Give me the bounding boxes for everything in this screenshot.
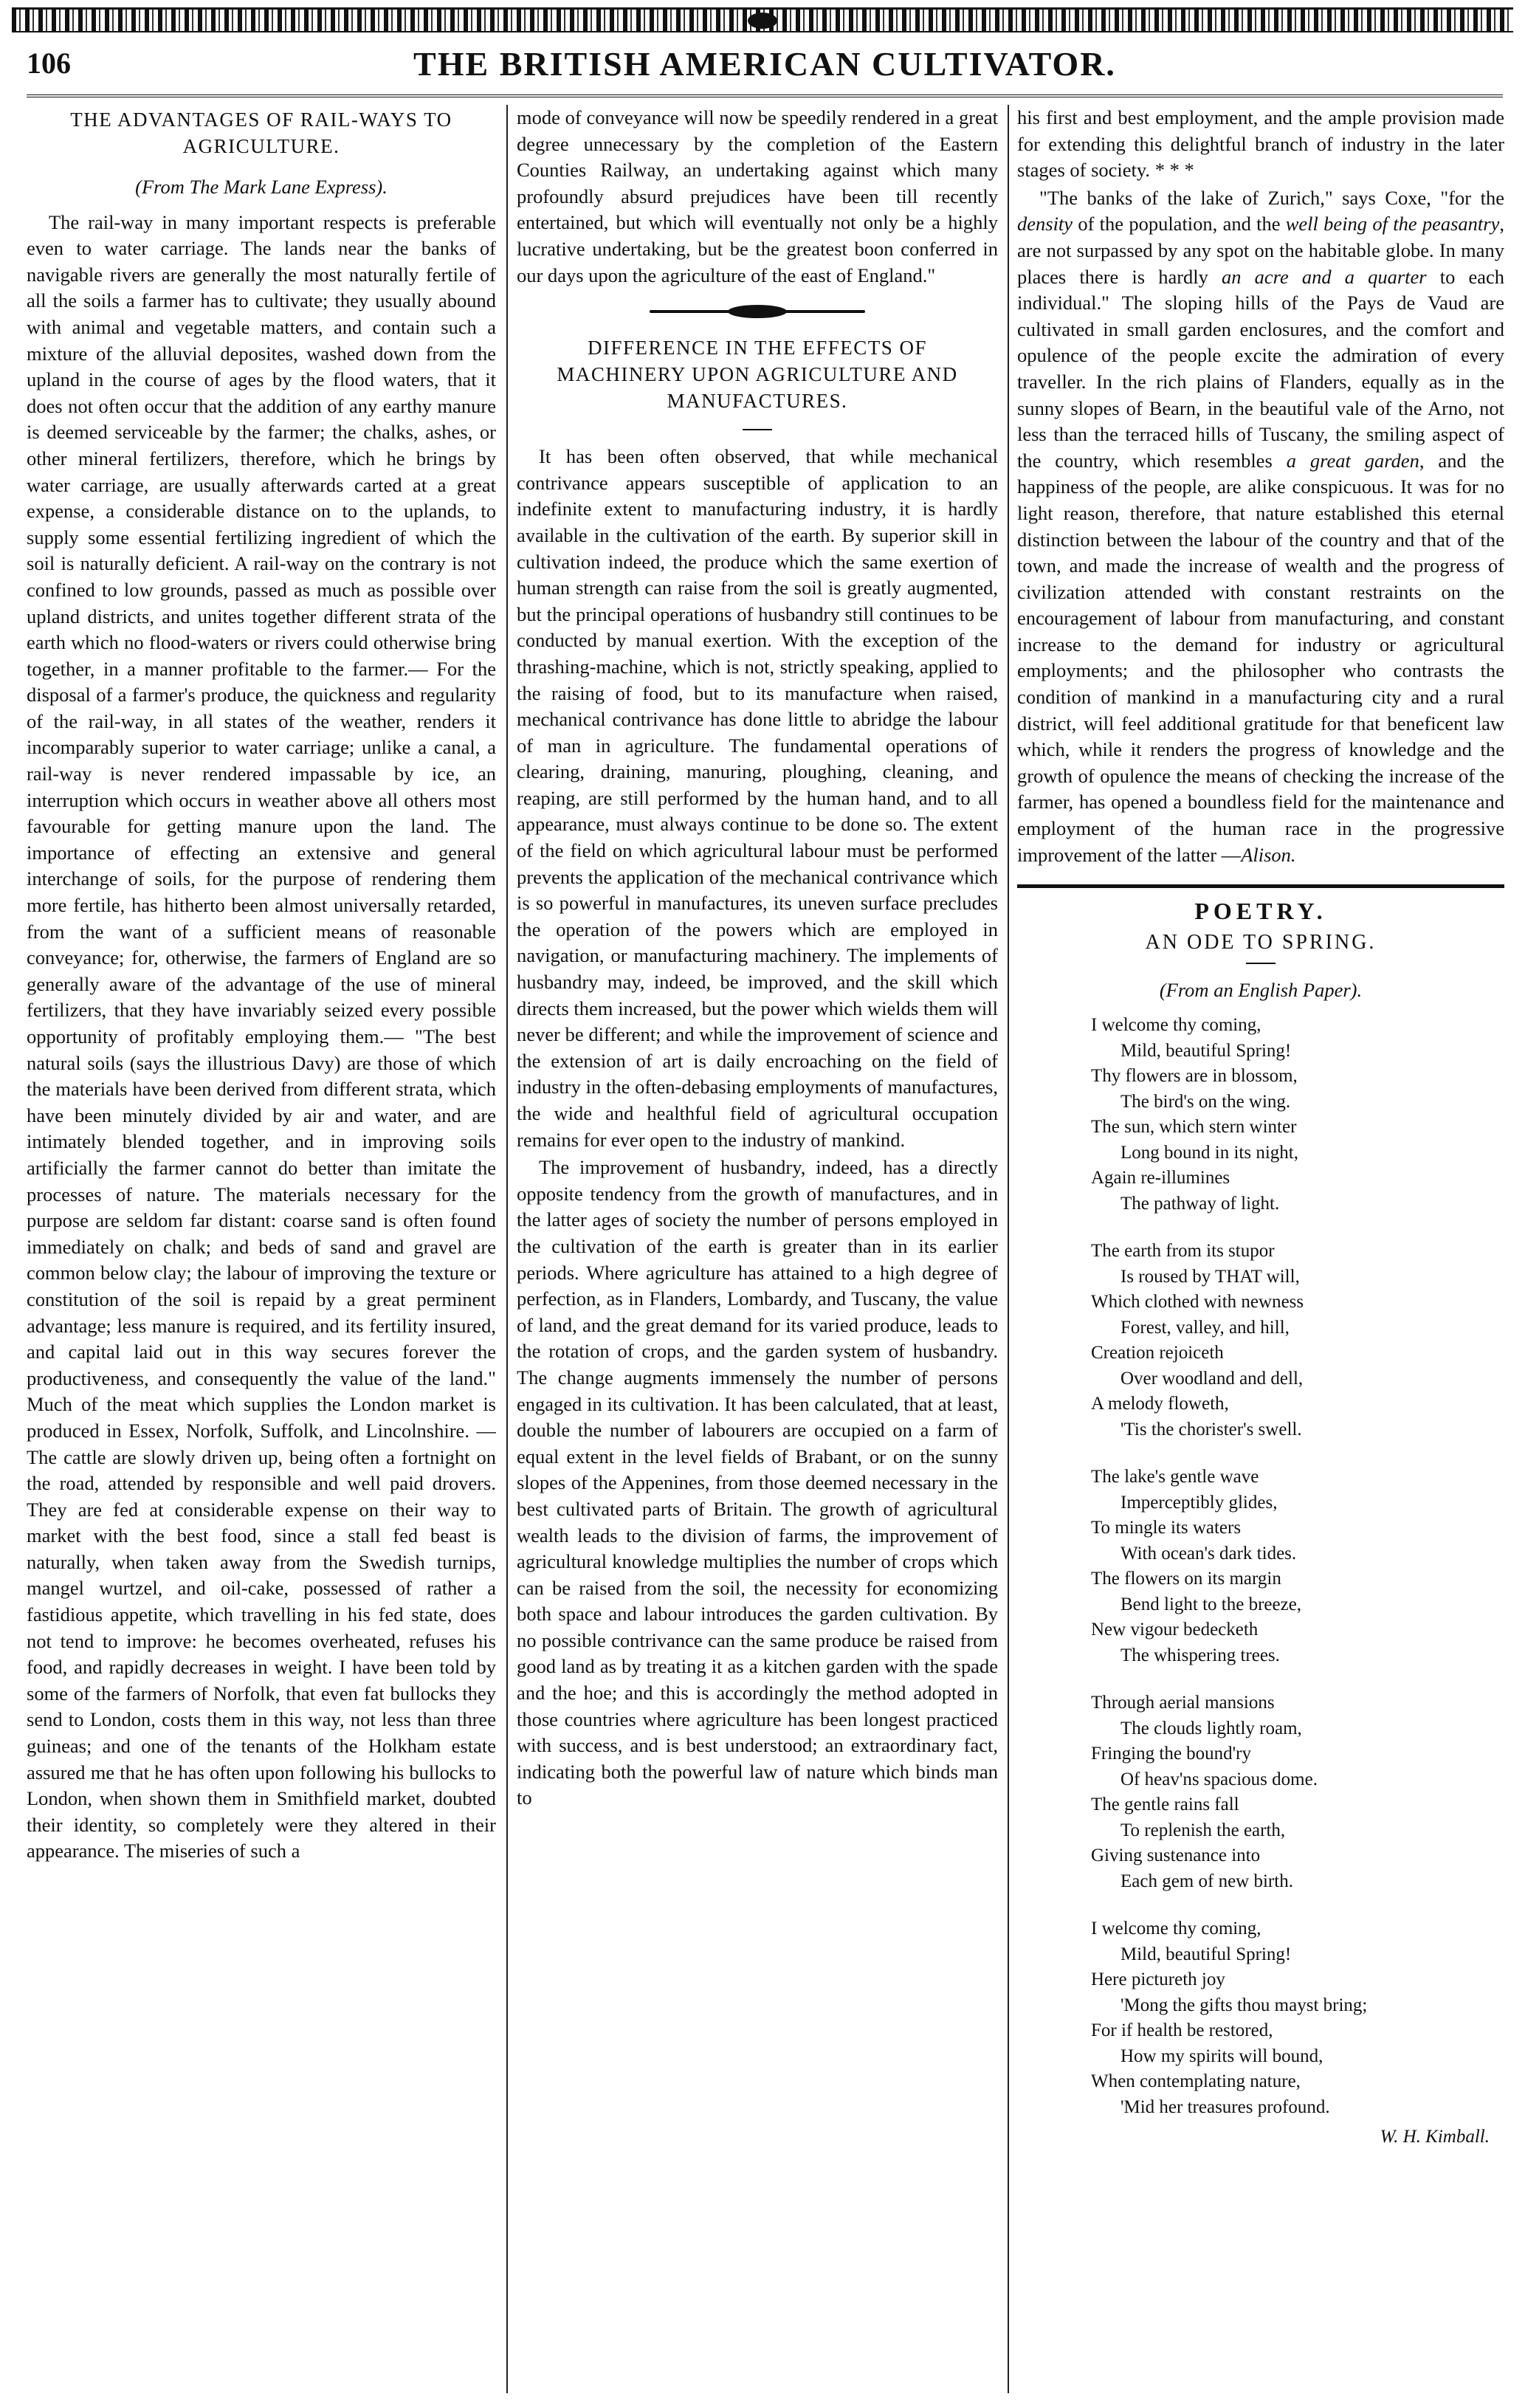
heading-short-rule [1246,963,1276,964]
page-number: 106 [27,47,71,80]
poem-line: Long bound in its night, [1120,1142,1298,1163]
column-2 [517,105,998,2393]
poem-line: Forest, valley, and hill, [1120,1317,1290,1338]
poem-line: The bird's on the wing. [1120,1091,1291,1112]
poem-line: To mingle its waters [1091,1518,1242,1538]
poem-line: 'Mong the gifts thou mayst bring; [1120,1995,1368,2015]
article-heading-machinery: DIFFERENCE IN THE EFFECTS OF MACHINERY UPON AGRICULTURE AND MANUFACTURES. [557,337,958,413]
poem-line: 'Mid her treasures profound. [1120,2096,1330,2117]
paragraph-text: his first and best employment, and the ample provision made for extending this delightful branch of industry in the later stages of society. [1017,106,1504,182]
article-attribution: Alison. [1241,843,1296,866]
poem-line: Each gem of new birth. [1120,1871,1293,1891]
poem-line: Imperceptibly glides, [1120,1492,1278,1513]
top-ornamental-border [12,7,1513,32]
paragraph-text: "The banks of the lake of Zurich," says Coxe, "for the [1039,186,1504,209]
emphasis-density: density [1017,213,1073,235]
poem-line: Creation rejoiceth [1091,1343,1224,1363]
paragraph-text: , and the happiness of the people, are alike conspicuous. It was for no light reason, therefore, that nature established this eternal distinction between the labour of the country and that of the town, and made the increase of wealth and the progress of civilization attended with constant restraints on the encouragement of labour from manufacturing, and constant increase to the demand for industry or agricultural employments; and the philosopher who contrasts the condition of mankind in a manufacturing city and a rural district, will feel additional gratitude for that beneficent law which, while it renders the progress of knowledge and the growth of opulence the means of checking the increase of the farmer, has opened a boundless field for the maintenance and employment of the human race in the progressive improvement of the latter — [1017,449,1504,866]
poem-line: With ocean's dark tides. [1120,1543,1297,1564]
article-paragraph-machinery-1: It has been often observed, that while mechanical contrivance appears susceptible of application to an indefinite extent to manufacturing industry, it is hardly available in the cultivation of the earth. By superior skill in cultivation indeed, the produce which the same exertion of human strength can raise from the soil is greatly augmented, but the principal operations of husbandry still continues to be conducted by manual exertion. With the exception of the thrashing-machine, which is not, strictly speaking, applied to the raising of food, but to its manufacture when raised, mechanical contrivance has done little to abridge the labour of man in agriculture. The fundamental operations of clearing, draining, manuring, ploughing, cleaning, and reaping, are still performed by the human hand, and to all appearance, must always continue to be done so. The extent of the field on which agricultural labour must be performed prevents the application of the mechanical contrivance which is so powerful in manufactures, its uneven surface precludes the operation of the powers which are employed in navigation, or manufacturing machinery. The implements of husbandry may, indeed, be improved, and the skill which directs them increased, but the power which wields them will never be different; and while the improvement of science and the extension of art is daily encroaching on the field of industry in the often-debasing employments of manufactures, the wide and healthful field of agricultural occupation remains for ever open to the industry of mankind. [517,445,998,1151]
poem-line: The flowers on its margin [1091,1569,1281,1589]
poem-line: I welcome thy coming, [1091,1015,1261,1035]
emphasis-acre: an acre and a quarter [1222,265,1427,288]
poem-line: The gentle rains fall [1091,1795,1239,1814]
poem-line: The clouds lightly roam, [1120,1718,1302,1738]
poem-body [1017,1013,1504,2150]
column-rule-2 [1008,105,1009,2393]
poem-line: The pathway of light. [1120,1193,1280,1214]
poem-line: I welcome thy coming, [1091,1919,1261,1939]
poetry-section-heading: POETRY. [1194,898,1327,925]
article-paragraph-machinery-3 [1017,105,1504,184]
poem-line: The sun, which stern winter [1091,1117,1297,1137]
article-paragraph-railways-2: mode of conveyance will now be speedily rendered in a great degree unnecessary by the completion of the Eastern Counties Railway, an undertaking against which many profoundly absurd prejudices have been till recently entertained, but which will eventually not only be a highly lucrative undertaking, but be the greatest boon conferred in our days upon the agriculture of the east of England." [517,106,998,286]
ornament-center-medallion [748,13,777,29]
poem-line: How my spirits will bound, [1120,2046,1323,2066]
article-heading-railways: THE ADVANTAGES OF RAIL-WAYS TO AGRICULTURE. [70,109,452,157]
poem-stanza [1091,1239,1504,1442]
article-source-railways: (From The Mark Lane Express). [135,176,388,198]
section-asterisks: * * * [1154,159,1194,182]
column-rule-1 [506,105,508,2393]
poem-line: Is roused by THAT will, [1120,1266,1300,1287]
poem-line: Over woodland and dell, [1120,1368,1304,1389]
poem-line: 'Tis the chorister's swell. [1120,1419,1302,1439]
poem-line: The whispering trees. [1120,1645,1280,1665]
poem-line: Of heav'ns spacious dome. [1120,1769,1318,1789]
emphasis-garden: a great garden [1286,449,1419,472]
column-1 [27,105,496,2393]
poem-line: Here pictureth joy [1091,1970,1225,1989]
article-paragraph-machinery-4 [1017,185,1504,868]
paragraph-text: , are not surpassed by any spot on the habitable globe. In many places there is hardly [1017,213,1504,288]
poem-line: Through aerial mansions [1091,1693,1275,1713]
poem-line: Fringing the bound'ry [1091,1744,1251,1764]
poem-line: The lake's gentle wave [1091,1467,1259,1487]
column-3 [1017,105,1504,2393]
poem-stanza [1091,1013,1504,1217]
emphasis-wellbeing: well being of the peasantry [1285,213,1500,235]
poem-line: Thy flowers are in blossom, [1091,1066,1298,1086]
poem-stanza [1091,1690,1504,1894]
poem-line: Mild, beautiful Spring! [1120,1040,1292,1061]
poem-stanza [1091,1465,1504,1668]
poem-signature: W. H. Kimball. [1380,2127,1490,2147]
article-paragraph-railways-1: The rail-way in many important respects is preferable even to water carriage. The lands near the banks of navigable rivers are generally the most naturally fertile of all the soils a farmer has to cultivate; they usually abound with animal and vegetable matters, and contain such a mixture of the alluvial deposites, washed down from the upland in the course of ages by the flood waters, that it does not often occur that the addition of any earthy manure is deemed serviceable by the farmer; the chalks, ashes, or other mineral fertilizers, therefore, which he brings by water carriage, are usually afterwards carted at a great expense, a considerable distance on to the uplands, to supply some essential fertilizing ingredient of which the soil is naturally deficient. A rail-way on the contrary is not confined to low grounds, passed as much as possible over upland districts, and unites together different strata of the earth which no flood-waters or rivers could otherwise bring together, in a manner profitable to the farmer.— For the disposal of a farmer's produce, the quickness and regularity of the rail-way, in all states of the weather, renders it incomparably superior to water carriage; unlike a canal, a rail-way is never rendered impassable by ice, an interruption which occurs in weather above all others most favourable for getting manure upon the land. The importance of effecting an extensive and general interchange of soils, for the purpose of rendering them more fertile, has hitherto been almost universally retarded, from the want of a sufficient means of reasonable conveyance; for, otherwise, the farmers of England are so generally aware of the advantage of the use of mineral fertilizers, that they have invariably seized every possible opportunity of profitably employing them.— "The best natural soils (says the illustrious Davy) are those of which the materials have been derived from different strata, which have been minutely divided by air and water, and are intimately blended together, and in improving soils artificially the farmer cannot do better than imitate the processes of nature. The materials necessary for the purpose are seldom far distant: coarse sand is often found immediately on chalk; and beds of sand and gravel are common below clay; the labour of improving the texture or constitution of the soil is repaid by a great perminent advantage; less manure is required, and its fertility insured, and capital laid out in this way secures forever the productiveness, and consequently the value of the land." Much of the meat which supplies the London market is produced in Essex, Norfolk, Suffolk, and Lincolnshire. — The cattle are slowly driven up, being often a fortnight on the road, attended by responsible and well paid drovers. They are fed at considerable expense on their way to market with the best food, since a stall fed beast is naturally, when taken away from the Swedish turnips, mangel wurtzel, and oil-cake, possessed of rather a fastidious appetite, which travelling in his fed state, does not tend to improve: he becomes overheated, refuses his food, and rapidly decreases in weight. I have been told by some of the farmers of Norfolk, that even fat bullocks they send to London, costs them in this way, not less than three guineas; and one of the tenants of the Holkham estate assured me that he has often upon following his bullocks to London, when shown them in Smithfield market, doubted their identity, so completely were they altered in their appearance. The miseries of such a [27,210,496,1862]
poem-line: Bend light to the breeze, [1120,1594,1302,1614]
heading-short-rule [743,429,772,430]
article-divider-ornament [517,300,998,323]
poem-line: The earth from its stupor [1091,1241,1275,1261]
poetry-section-rule [1017,884,1504,888]
poem-stanza [1091,1916,1504,2120]
poem-line: Mild, beautiful Spring! [1120,1944,1292,1964]
poem-title: AN ODE TO SPRING. [1145,930,1377,954]
poem-line: To replenish the earth, [1120,1820,1286,1840]
poem-line: When contemplating nature, [1091,2071,1301,2091]
masthead [27,41,1503,97]
article-paragraph-machinery-2: The improvement of husbandry, indeed, has a directly opposite tendency from the growth of manufactures, and in the latter ages of society the number of persons employed in the cultivation of the earth is greater than in its earlier periods. Where agriculture has attained to a high degree of perfection, as in Flanders, Lombardy, and Tuscany, the value of land, and the great demand for its varied produce, leads to the rotation of crops, and the garden system of husbandry. The change augments immensely the number of persons engaged in its cultivation. It has been calculated, that at least, double the number of labourers are occupied on a farm of equal extent in the level fields of Brabant, or on the sunny slopes of the Appenines, from those deemed necessary in the best cultivated parts of Britain. The growth of agricultural wealth leads to the division of farms, the improvement of agricultural knowledge multiplies the number of crops which can be raised from the soil, the necessity for economizing both space and labour introduces the garden cultivation. By no possible contrivance can the same produce be raised from good land as by treating it as a kitchen garden with the spade and the hoe; and this is accordingly the method adopted in those countries where agriculture has been longest practiced with success, and is best understood; an extraordinary fact, indicating both the powerful law of nature which binds man to [517,1156,998,1809]
poem-line: Which clothed with newness [1091,1292,1304,1312]
poem-line: Again re-illumines [1091,1168,1230,1188]
poem-line: For if health be restored, [1091,2020,1273,2040]
poem-line: New vigour bedecketh [1091,1620,1259,1640]
newspaper-title: THE BRITISH AMERICAN CULTIVATOR. [413,45,1116,83]
poem-line: Giving sustenance into [1091,1845,1261,1865]
paragraph-text: to each individual." The sloping hills of the Pays de Vaud are cultivated in small garden enclosures, and the comfort and opulence of the people excite the admiration of every traveller. In the rich plains of Flanders, equally as in the sunny slopes of Bearn, in the beautiful vale of the Arno, not less than the terraced hills of Tuscany, the smiling aspect of the country, which resembles [1017,265,1504,472]
poem-line: A melody floweth, [1091,1394,1229,1414]
poem-source: (From an English Paper). [1159,979,1363,1002]
paragraph-text: of the population, and the [1073,213,1286,235]
